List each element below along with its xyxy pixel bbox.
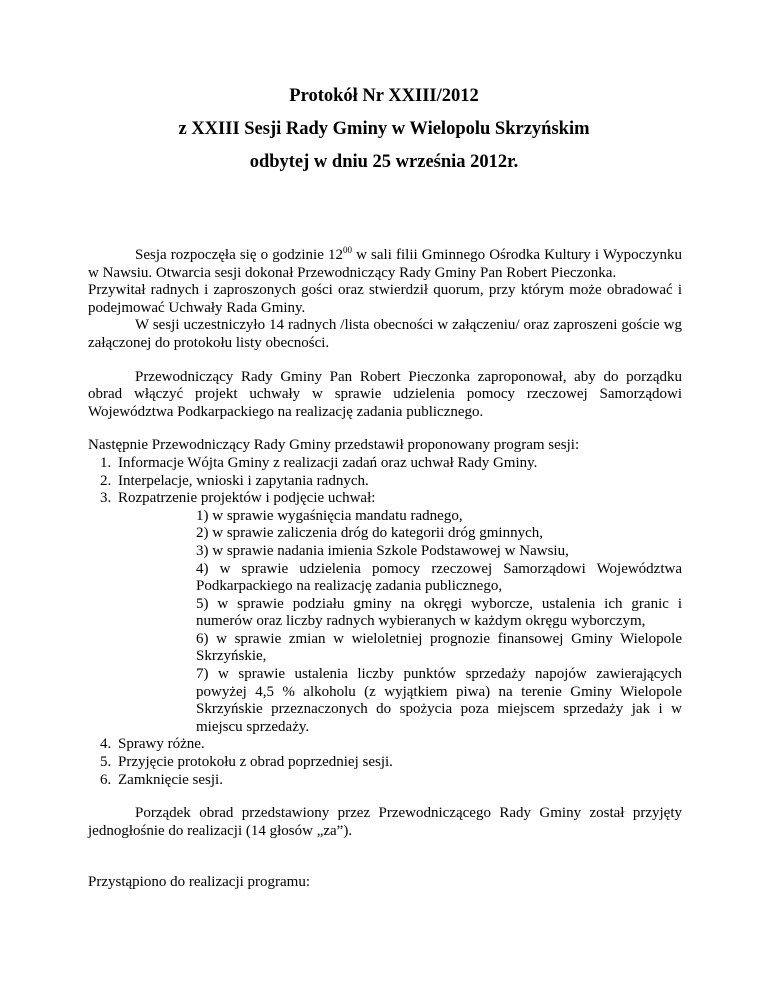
program-item: 6. Zamknięcie sesji. [100,771,223,788]
program-item: 4. Sprawy różne. [100,736,205,753]
document-title: Protokół Nr XXIII/2012 [289,86,479,106]
resolution-item: 2) w sprawie zaliczenia dróg do kategorii dróg gminnych, [196,525,543,542]
time-superscript: 00 [343,245,352,255]
proposal-paragraph: Przewodniczący Rady Gminy Pan Robert Pieczonka zaproponował, aby do porządku obrad włączyć projekt uchwały w sprawie udzielenia pomocy rzeczowej Samorządowi Województwa Podkarpackiego na realizację zadania publicznego. [88,368,682,420]
intro-paragraph-attendance: W sesji uczestniczyło 14 radnych /lista obecności w załączeniu/ oraz zaproszeni goście wg załączonej do protokołu listy obecności. [88,317,682,351]
program-item: 2. Interpelacje, wnioski i zapytania radnych. [100,472,369,489]
resolution-item: 1) w sprawie wygaśnięcia mandatu radnego, [196,507,463,524]
closing-paragraph: Przystąpiono do realizacji programu: [88,874,311,891]
resolution-item: 6) w sprawie zmian w wieloletniej prognozie finansowej Gminy Wielopole Skrzyńskie, [196,630,682,665]
program-item: 3. Rozpatrzenie projektów i podjęcie uchwał: 1) w sprawie wygaśnięcia mandatu radnego, 2) w sprawie zaliczenia dróg do kategorii dróg gminnych, 3) w sprawie nadania imienia Szkole Podstawowej w Nawsiu, 4) w sprawie udzielenia pomocy rzeczowej Samorządowi Województwa Podkarpackiego na realizację zadania publicznego, 5) w sprawie podziału gminy na okręgi wyborcze, ustalenia ich granic i numerów oraz liczby radnych wybieranych w każdym okręgu wyborczym, 6) w sprawie zmian w wieloletniej prognozie finansowej Gminy Wielopole Skrzyńskie, 7) w sprawie ustalenia liczby punktów sprzedaży napojów zawierających powyżej 4,5 % alkoholu (z wyjątkiem piwa) na terenie Gminy Wielopole Skrzyńskie przeznaczonych do spożycia poza miejscem sprzedaży jak i w miejscu sprzedaży. [100,490,682,735]
resolution-sublist [196,508,682,737]
document-body [88,247,682,892]
program-item: 5. Przyjęcie protokołu z obrad poprzedniej sesji. [100,754,393,771]
resolution-item: 5) w sprawie podziału gminy na okręgi wyborcze, ustalenia ich granic i numerów oraz liczby radnych wybieranych w każdym okręgu wyborczym, [196,595,682,630]
resolution-item: 4) w sprawie udzielenia pomocy rzeczowej Samorządowi Województwa Podkarpackiego na realizację zadania publicznego, [196,560,682,595]
program-item: 1. Informacje Wójta Gminy z realizacji zadań oraz uchwał Rady Gminy. [100,454,538,471]
program-list [88,455,682,789]
document-date-line: odbytej w dniu 25 września 2012r. [249,152,519,172]
resolution-item: 3) w sprawie nadania imienia Szkole Podstawowej w Nawsiu, [196,542,569,559]
document-subtitle: z XXIII Sesji Rady Gminy w Wielopolu Skrzyńskim [178,119,590,139]
intro-paragraph-opening: Sesja rozpoczęła się o godzinie $12^{00}$ w sali filii Gminnego Ośrodka Kultury i Wypoczynku w Nawsiu. Otwarcia sesji dokonał Przewodniczący Rady Gminy Pan Robert Pieczonka. [88,245,683,281]
intro-paragraph-quorum: Przywitał radnych i zaproszonych gości oraz stwierdził quorum, przy którym może obradować i podejmować Uchwały Rada Gminy. [88,282,682,316]
program-intro: Następnie Przewodniczący Rady Gminy przedstawił proponowany program sesji: [88,437,580,454]
approval-paragraph: Porządek obrad przedstawiony przez Przewodniczącego Rady Gminy został przyjęty jednogłośnie do realizacji (14 głosów „za”). [88,805,682,839]
resolution-item: 7) w sprawie ustalenia liczby punktów sprzedaży napojów zawierających powyżej 4,5 % alkoholu (z wyjątkiem piwa) na terenie Gminy Wielopole Skrzyńskie przeznaczonych do spożycia poza miejscem sprzedaży jak i w miejscu sprzedaży. [196,666,682,735]
